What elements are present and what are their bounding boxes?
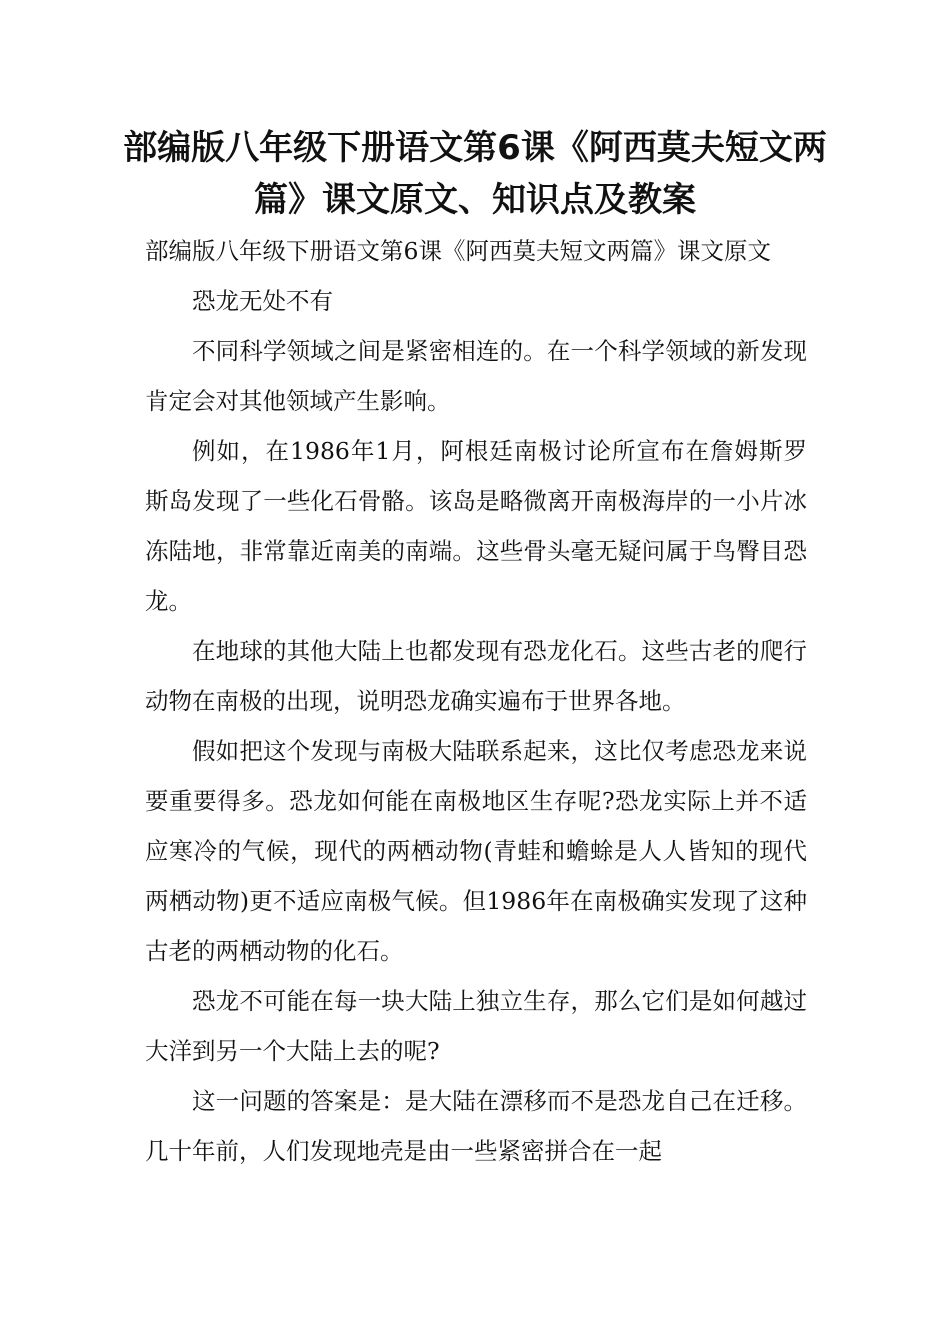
document-body bbox=[145, 226, 807, 1176]
paragraph-4: 假如把这个发现与南极大陆联系起来，这比仅考虑恐龙来说要重要得多。恐龙如何能在南极地区生存呢?恐龙实际上并不适应寒冷的气候，现代的两栖动物(青蛙和蟾蜍是人人皆知的现代两栖动物)更不适应南极气候。但1986年在南极确实发现了这种古老的两栖动物的化石。 bbox=[145, 737, 807, 965]
paragraph-2: 例如，在1986年1月，阿根廷南极讨论所宣布在詹姆斯罗斯岛发现了一些化石骨骼。该岛是略微离开南极海岸的一小片冰冻陆地，非常靠近南美的南端。这些骨头毫无疑问属于鸟臀目恐龙。 bbox=[145, 437, 807, 615]
paragraph-5: 恐龙不可能在每一块大陆上独立生存，那么它们是如何越过大洋到另一个大陆上去的呢? bbox=[145, 987, 807, 1065]
paragraph-1: 不同科学领域之间是紧密相连的。在一个科学领域的新发现肯定会对其他领域产生影响。 bbox=[145, 337, 807, 415]
paragraph-3: 在地球的其他大陆上也都发现有恐龙化石。这些古老的爬行动物在南极的出现，说明恐龙确实遍布于世界各地。 bbox=[145, 637, 807, 715]
document-title: 部编版八年级下册语文第6课《阿西莫夫短文两篇》课文原文、知识点及教案 bbox=[123, 128, 827, 220]
section-title: 恐龙无处不有 bbox=[192, 287, 333, 315]
intro-paragraph: 部编版八年级下册语文第6课《阿西莫夫短文两篇》课文原文 bbox=[145, 237, 771, 265]
paragraph-6: 这一问题的答案是：是大陆在漂移而不是恐龙自己在迁移。几十年前，人们发现地壳是由一些紧密拼合在一起 bbox=[145, 1087, 807, 1165]
